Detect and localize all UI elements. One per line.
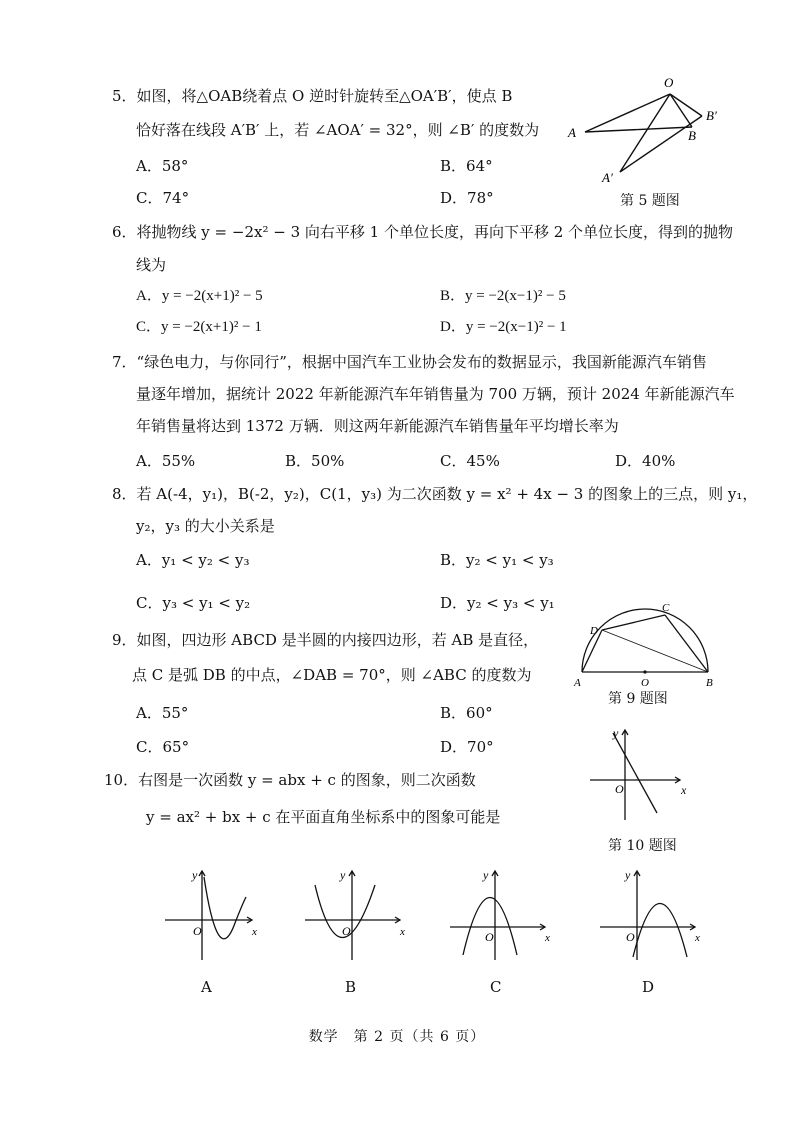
q8-line2: y₂，y₃ 的大小关系是 <box>136 517 275 535</box>
q9-label-c: C <box>662 602 670 614</box>
page-footer: 数学 第 2 页（共 6 页） <box>308 1029 486 1045</box>
q10-graph-label-a: A <box>201 978 212 996</box>
q10-figure <box>585 725 695 825</box>
q8-option-b: B．y₂ < y₁ < y₃ <box>440 551 554 569</box>
q8-option-a: A．y₁ < y₂ < y₃ <box>136 551 250 569</box>
q6-option-c: C．y = −2(x+1)² − 1 <box>136 319 262 335</box>
q10-axis-x: x <box>681 783 687 797</box>
q10-line2: y = ax² + bx + c 在平面直角坐标系中的图象可能是 <box>146 808 501 826</box>
q10-graph-label-b: B <box>345 978 357 996</box>
q9-line2: 点 C 是弧 DB 的中点，∠DAB = 70°，则 ∠ABC 的度数为 <box>132 666 532 684</box>
q9-figure <box>570 600 720 690</box>
q6-option-d: D．y = −2(x−1)² − 1 <box>440 319 567 335</box>
q5-label-b: B <box>688 128 696 143</box>
graph-a-axis-x: x <box>252 926 257 938</box>
q9-line1: 9．如图，四边形 ABCD 是半圆的内接四边形，若 AB 是直径， <box>112 631 539 649</box>
q9-option-c: C．65° <box>136 738 190 756</box>
q7-line3: 年销售量将达到 1372 万辆．则这两年新能源汽车销售量年平均增长率为 <box>136 417 619 435</box>
q10-caption: 第 10 题图 <box>608 838 677 854</box>
q6-line1: 6．将抛物线 y = −2x² − 3 向右平移 1 个单位长度，再向下平移 2 个单位长度，得到的抛物 <box>112 223 734 241</box>
graph-c-axis-x: x <box>545 932 550 944</box>
q10-axis-o: O <box>615 782 624 796</box>
q7-line2: 量逐年增加，据统计 2022 年新能源汽车年销售量为 700 万辆，预计 2024 年新能源汽车 <box>136 385 735 403</box>
q8-option-d: D．y₂ < y₃ < y₁ <box>440 594 555 612</box>
graph-c-axis-o: O <box>485 930 494 944</box>
q9-label-a: A <box>574 677 581 689</box>
q5-option-d: D．78° <box>440 189 494 207</box>
q10-axis-y: y <box>613 726 619 740</box>
q6-line2: 线为 <box>136 256 167 274</box>
graph-b-axis-y: y <box>340 868 346 882</box>
q6-option-a: A．y = −2(x+1)² − 5 <box>136 288 263 304</box>
q5-label-a: A <box>568 125 576 140</box>
graph-c-axis-y: y <box>483 868 489 882</box>
graph-d-axis-y: y <box>625 868 631 882</box>
q5-label-b-prime: B′ <box>706 108 717 123</box>
q10-graph-b <box>300 865 410 965</box>
q7-option-c: C．45% <box>440 452 500 470</box>
q5-option-b: B．64° <box>440 157 493 175</box>
q10-graph-a <box>160 865 260 965</box>
graph-d-axis-x: x <box>695 932 700 944</box>
graph-d-axis-o: O <box>626 930 635 944</box>
q9-label-d: D <box>590 625 598 637</box>
q10-graph-label-c: C <box>490 978 502 996</box>
q6-option-b: B．y = −2(x−1)² − 5 <box>440 288 566 304</box>
q9-label-o: O <box>641 677 649 689</box>
q5-line2: 恰好落在线段 A′B′ 上，若 ∠AOA′ = 32°，则 ∠B′ 的度数为 <box>136 121 540 139</box>
q10-graph-d <box>595 865 705 965</box>
q7-option-a: A．55% <box>136 452 196 470</box>
q5-label-a-prime: A′ <box>602 170 613 185</box>
q5-label-o: O <box>664 75 674 90</box>
graph-b-axis-x: x <box>400 926 405 938</box>
q9-option-d: D．70° <box>440 738 494 756</box>
q9-label-b: B <box>706 677 713 689</box>
q9-option-a: A．55° <box>136 704 189 722</box>
q7-line1: 7．“绿色电力，与你同行”，根据中国汽车工业协会发布的数据显示，我国新能源汽车销售 <box>112 353 707 371</box>
q10-graph-c <box>445 865 555 965</box>
q7-option-b: B．50% <box>285 452 345 470</box>
q7-option-d: D．40% <box>615 452 676 470</box>
q5-line1: 5．如图，将△OAB绕着点 O 逆时针旋转至△OA′B′，使点 B <box>112 87 513 105</box>
q5-option-a: A．58° <box>136 157 189 175</box>
q9-option-b: B．60° <box>440 704 493 722</box>
graph-b-axis-o: O <box>342 924 351 938</box>
graph-a-axis-y: y <box>192 868 198 882</box>
graph-a-axis-o: O <box>193 924 202 938</box>
q5-caption: 第 5 题图 <box>620 193 680 209</box>
q8-line1: 8．若 A(-4，y₁)，B(-2，y₂)，C(1，y₃) 为二次函数 y = x² + 4x − 3 的图象上的三点，则 y₁， <box>112 485 758 503</box>
q5-option-c: C．74° <box>136 189 190 207</box>
q5-figure <box>560 72 730 202</box>
q10-line1: 10．右图是一次函数 y = abx + c 的图象，则二次函数 <box>104 771 476 789</box>
q9-caption: 第 9 题图 <box>608 691 668 707</box>
q10-graph-label-d: D <box>642 978 655 996</box>
q8-option-c: C．y₃ < y₁ < y₂ <box>136 594 251 612</box>
